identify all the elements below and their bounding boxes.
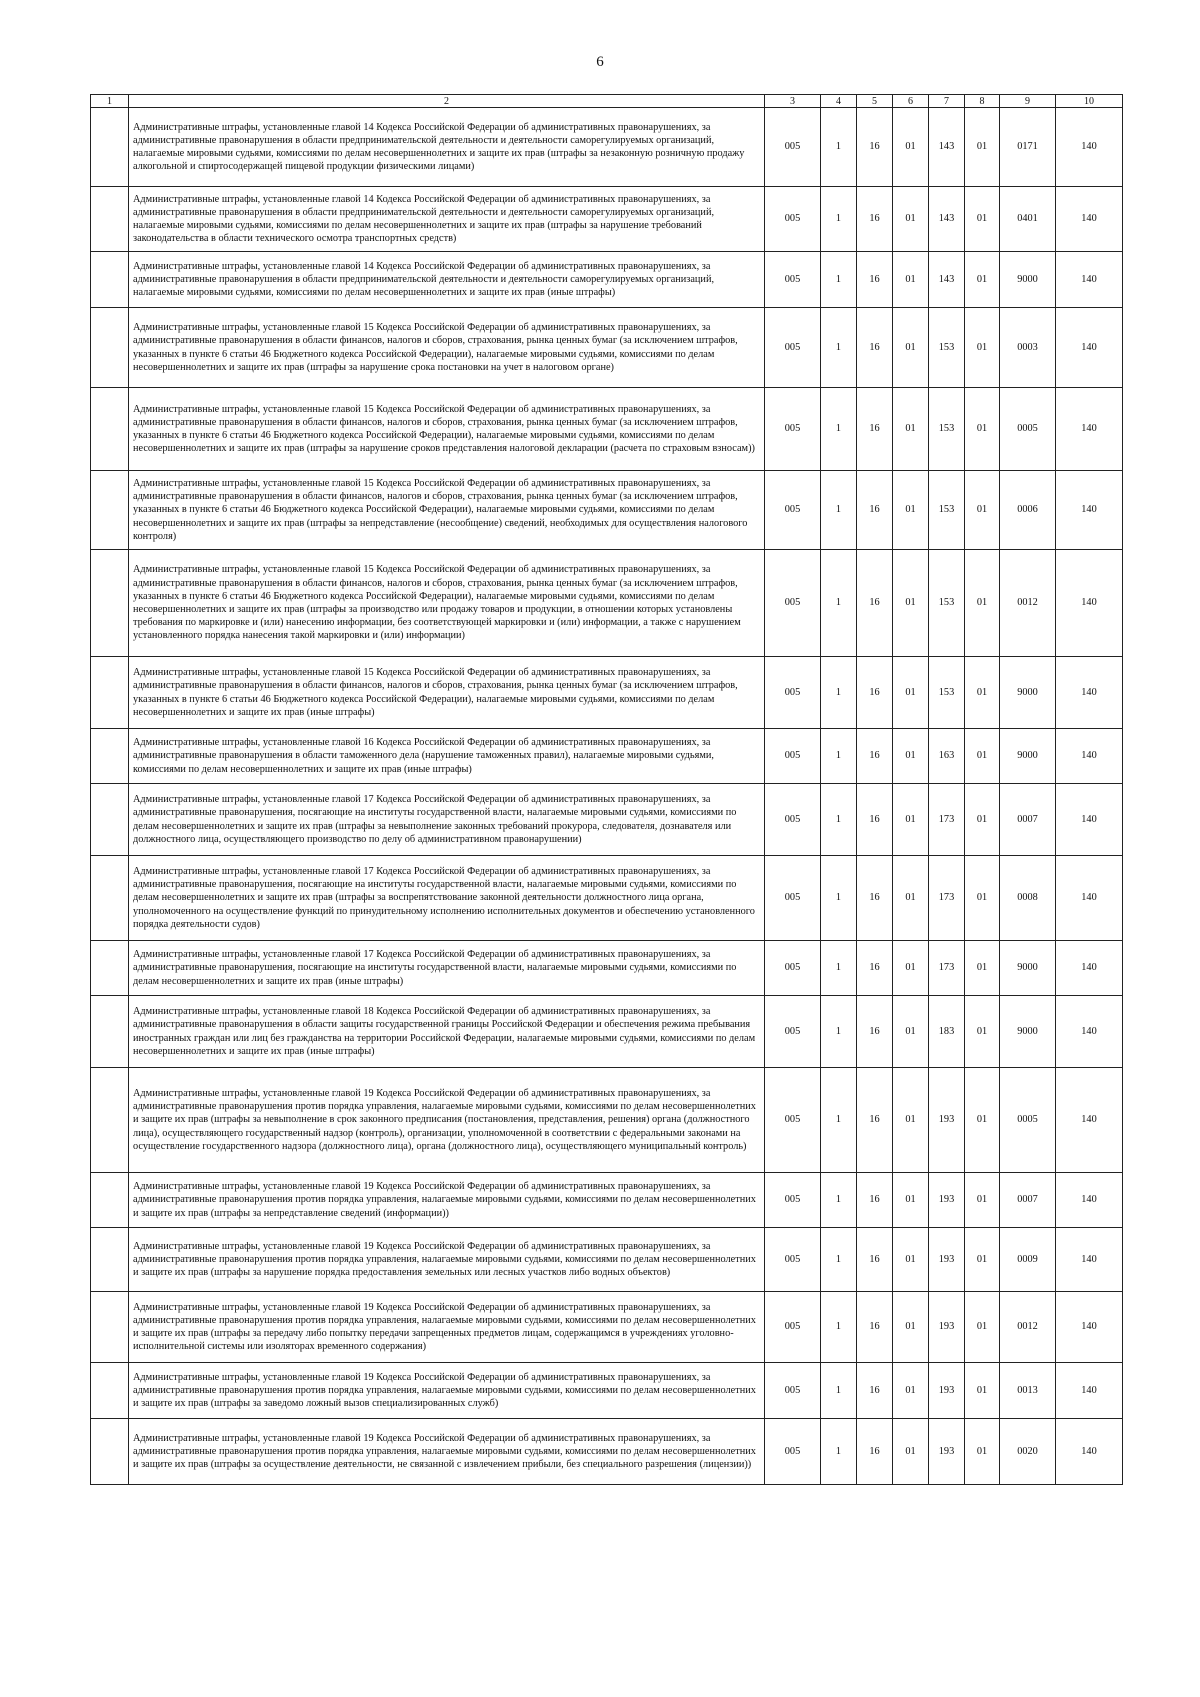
code-cell-c4: 1 [821,388,857,471]
code-cell-c5: 16 [857,550,893,657]
code-cell-c6: 01 [893,1228,929,1292]
code-cell-c9: 0006 [1000,471,1056,550]
code-cell-c7: 153 [929,657,965,729]
code-cell-c8: 01 [965,996,1000,1068]
income-description-cell: Административные штрафы, установленные главой 17 Кодекса Российской Федерации об административных правонарушениях, за административные правонарушения, посягающие на институты государственной власти, налагаемые мировыми судьями, комиссиями по делам несовершеннолетних и защите их прав (иные штрафы) [129,941,765,996]
code-cell-c10: 140 [1056,471,1123,550]
code-cell-c10: 140 [1056,108,1123,187]
code-cell-c10: 140 [1056,1292,1123,1363]
table-row [91,941,1123,996]
code-cell-c5: 16 [857,1068,893,1173]
column-header: 3 [765,95,821,108]
column-number-header-row [91,95,1123,108]
column-header: 8 [965,95,1000,108]
code-cell-c9: 0007 [1000,784,1056,856]
code-cell-c9: 0012 [1000,550,1056,657]
code-cell-c9: 9000 [1000,996,1056,1068]
code-cell-c4: 1 [821,252,857,308]
code-cell-c10: 140 [1056,941,1123,996]
code-cell-c3: 005 [765,1363,821,1419]
code-cell-c3: 005 [765,187,821,252]
code-cell-c4: 1 [821,1228,857,1292]
code-cell-c4: 1 [821,1292,857,1363]
table-row [91,187,1123,252]
income-description-cell: Административные штрафы, установленные главой 15 Кодекса Российской Федерации об административных правонарушениях, за административные правонарушения в области финансов, налогов и сборов, страхования, рынка ценных бумаг (за исключением штрафов, указанных в пункте 6 статьи 46 Бюджетного кодекса Российской Федерации), налагаемые мировыми судьями, комиссиями по делам несовершеннолетних и защите их прав (штрафы за производство или продажу товаров и продукции, в отношении которых установлены требования по маркировке и (или) нанесению информации, без соответствующей маркировки и (или) информации, а также с нарушением установленного порядка нанесения такой маркировки и (или) информации) [129,550,765,657]
code-cell-c7: 193 [929,1292,965,1363]
code-cell-c9: 0012 [1000,1292,1056,1363]
table-row [91,856,1123,941]
row-number-cell [91,308,129,388]
table-row [91,784,1123,856]
code-cell-c7: 153 [929,308,965,388]
code-cell-c4: 1 [821,1068,857,1173]
code-cell-c3: 005 [765,657,821,729]
row-number-cell [91,1419,129,1485]
code-cell-c7: 143 [929,108,965,187]
code-cell-c4: 1 [821,996,857,1068]
code-cell-c8: 01 [965,388,1000,471]
income-description-cell: Административные штрафы, установленные главой 19 Кодекса Российской Федерации об административных правонарушениях, за административные правонарушения против порядка управления, налагаемые мировыми судьями, комиссиями по делам несовершеннолетних и защите их прав (штрафы за нарушение порядка предоставления земельных или лесных участков либо водных объектов) [129,1228,765,1292]
code-cell-c8: 01 [965,1292,1000,1363]
code-cell-c8: 01 [965,784,1000,856]
code-cell-c8: 01 [965,1228,1000,1292]
code-cell-c3: 005 [765,784,821,856]
table-row [91,550,1123,657]
code-cell-c3: 005 [765,108,821,187]
code-cell-c9: 9000 [1000,252,1056,308]
code-cell-c5: 16 [857,729,893,784]
table-row [91,657,1123,729]
code-cell-c6: 01 [893,941,929,996]
code-cell-c10: 140 [1056,187,1123,252]
code-cell-c9: 0401 [1000,187,1056,252]
row-number-cell [91,729,129,784]
code-cell-c3: 005 [765,1173,821,1228]
row-number-cell [91,784,129,856]
table-row [91,996,1123,1068]
row-number-cell [91,657,129,729]
code-cell-c3: 005 [765,550,821,657]
income-description-cell: Административные штрафы, установленные главой 19 Кодекса Российской Федерации об административных правонарушениях, за административные правонарушения против порядка управления, налагаемые мировыми судьями, комиссиями по делам несовершеннолетних и защите их прав (штрафы за передачу либо попытку передачи запрещенных предметов лицам, содержащимся в учреждениях уголовно-исполнительной системы или изоляторах временного содержания) [129,1292,765,1363]
code-cell-c5: 16 [857,1419,893,1485]
table-row [91,308,1123,388]
code-cell-c5: 16 [857,108,893,187]
code-cell-c7: 173 [929,856,965,941]
table-row [91,388,1123,471]
code-cell-c10: 140 [1056,388,1123,471]
code-cell-c7: 153 [929,550,965,657]
table-row [91,1173,1123,1228]
code-cell-c7: 153 [929,471,965,550]
code-cell-c9: 0008 [1000,856,1056,941]
row-number-cell [91,388,129,471]
code-cell-c8: 01 [965,308,1000,388]
code-cell-c4: 1 [821,784,857,856]
code-cell-c5: 16 [857,187,893,252]
row-number-cell [91,108,129,187]
code-cell-c9: 0007 [1000,1173,1056,1228]
table-row [91,471,1123,550]
code-cell-c4: 1 [821,1173,857,1228]
code-cell-c7: 173 [929,941,965,996]
code-cell-c9: 9000 [1000,729,1056,784]
code-cell-c6: 01 [893,187,929,252]
code-cell-c5: 16 [857,941,893,996]
income-description-cell: Административные штрафы, установленные главой 17 Кодекса Российской Федерации об административных правонарушениях, за административные правонарушения, посягающие на институты государственной власти, налагаемые мировыми судьями, комиссиями по делам несовершеннолетних и защите их прав (штрафы за невыполнение законных требований прокурора, следователя, дознавателя или должностного лица, осуществляющего производство по делу об административном правонарушении) [129,784,765,856]
code-cell-c8: 01 [965,729,1000,784]
row-number-cell [91,252,129,308]
income-description-cell: Административные штрафы, установленные главой 18 Кодекса Российской Федерации об административных правонарушениях, за административные правонарушения в области защиты государственной границы Российской Федерации и обеспечения режима пребывания иностранных граждан или лиц без гражданства на территории Российской Федерации, налагаемые мировыми судьями, комиссиями по делам несовершеннолетних и защите их прав (иные штрафы) [129,996,765,1068]
code-cell-c10: 140 [1056,1419,1123,1485]
table-row [91,729,1123,784]
code-cell-c10: 140 [1056,1068,1123,1173]
income-description-cell: Административные штрафы, установленные главой 14 Кодекса Российской Федерации об административных правонарушениях, за административные правонарушения в области предпринимательской деятельности и деятельности саморегулируемых организаций, налагаемые мировыми судьями, комиссиями по делам несовершеннолетних и защите их прав (штрафы за нарушение требований законодательства в области технического осмотра транспортных средств) [129,187,765,252]
row-number-cell [91,1068,129,1173]
code-cell-c6: 01 [893,1363,929,1419]
code-cell-c6: 01 [893,856,929,941]
code-cell-c3: 005 [765,729,821,784]
code-cell-c9: 0171 [1000,108,1056,187]
code-cell-c8: 01 [965,1173,1000,1228]
code-cell-c10: 140 [1056,729,1123,784]
income-description-cell: Административные штрафы, установленные главой 16 Кодекса Российской Федерации об административных правонарушениях, за административные правонарушения в области таможенного дела (нарушение таможенных правил), налагаемые мировыми судьями, комиссиями по делам несовершеннолетних и защите их прав (иные штрафы) [129,729,765,784]
code-cell-c6: 01 [893,996,929,1068]
code-cell-c6: 01 [893,657,929,729]
code-cell-c6: 01 [893,308,929,388]
code-cell-c10: 140 [1056,1363,1123,1419]
income-description-cell: Административные штрафы, установленные главой 15 Кодекса Российской Федерации об административных правонарушениях, за административные правонарушения в области финансов, налогов и сборов, страхования, рынка ценных бумаг (за исключением штрафов, указанных в пункте 6 статьи 46 Бюджетного кодекса Российской Федерации), налагаемые мировыми судьями, комиссиями по делам несовершеннолетних и защите их прав (иные штрафы) [129,657,765,729]
code-cell-c5: 16 [857,471,893,550]
code-cell-c8: 01 [965,252,1000,308]
code-cell-c10: 140 [1056,1173,1123,1228]
income-description-cell: Административные штрафы, установленные главой 14 Кодекса Российской Федерации об административных правонарушениях, за административные правонарушения в области предпринимательской деятельности и деятельности саморегулируемых организаций, налагаемые мировыми судьями, комиссиями по делам несовершеннолетних и защите их прав (штрафы за незаконную розничную продажу алкогольной и спиртосодержащей пищевой продукции физическими лицами) [129,108,765,187]
income-description-cell: Административные штрафы, установленные главой 19 Кодекса Российской Федерации об административных правонарушениях, за административные правонарушения против порядка управления, налагаемые мировыми судьями, комиссиями по делам несовершеннолетних и защите их прав (штрафы за осуществление деятельности, не связанной с извлечением прибыли, без специального разрешения (лицензии)) [129,1419,765,1485]
column-header: 2 [129,95,765,108]
code-cell-c5: 16 [857,1292,893,1363]
code-cell-c10: 140 [1056,784,1123,856]
table-row [91,1363,1123,1419]
column-header: 4 [821,95,857,108]
code-cell-c7: 193 [929,1228,965,1292]
code-cell-c5: 16 [857,784,893,856]
code-cell-c3: 005 [765,941,821,996]
code-cell-c6: 01 [893,550,929,657]
code-cell-c6: 01 [893,388,929,471]
income-description-cell: Административные штрафы, установленные главой 15 Кодекса Российской Федерации об административных правонарушениях, за административные правонарушения в области финансов, налогов и сборов, страхования, рынка ценных бумаг (за исключением штрафов, указанных в пункте 6 статьи 46 Бюджетного кодекса Российской Федерации), налагаемые мировыми судьями, комиссиями по делам несовершеннолетних и защите их прав (штрафы за нарушение сроков представления налоговой декларации (расчета по страховым взносам)) [129,388,765,471]
code-cell-c5: 16 [857,1173,893,1228]
code-cell-c3: 005 [765,308,821,388]
code-cell-c5: 16 [857,856,893,941]
code-cell-c3: 005 [765,856,821,941]
income-description-cell: Административные штрафы, установленные главой 19 Кодекса Российской Федерации об административных правонарушениях, за административные правонарушения против порядка управления, налагаемые мировыми судьями, комиссиями по делам несовершеннолетних и защите их прав (штрафы за непредставление сведений (информации)) [129,1173,765,1228]
code-cell-c8: 01 [965,1363,1000,1419]
code-cell-c7: 143 [929,252,965,308]
code-cell-c4: 1 [821,471,857,550]
code-cell-c3: 005 [765,1228,821,1292]
code-cell-c8: 01 [965,550,1000,657]
code-cell-c10: 140 [1056,550,1123,657]
column-header: 9 [1000,95,1056,108]
income-description-cell: Административные штрафы, установленные главой 19 Кодекса Российской Федерации об административных правонарушениях, за административные правонарушения против порядка управления, налагаемые мировыми судьями, комиссиями по делам несовершеннолетних и защите их прав (штрафы за невыполнение в срок законного предписания (постановления, представления, решения) органа (должностного лица), осуществляющего государственный надзор (контроль), организации, уполномоченной в соответствии с федеральными законами на осуществление государственного надзора (должностного лица), органа (должностного лица), осуществляющего муниципальный контроль) [129,1068,765,1173]
code-cell-c6: 01 [893,108,929,187]
code-cell-c8: 01 [965,187,1000,252]
code-cell-c7: 153 [929,388,965,471]
row-number-cell [91,550,129,657]
code-cell-c9: 0013 [1000,1363,1056,1419]
table-row [91,1068,1123,1173]
code-cell-c7: 193 [929,1068,965,1173]
code-cell-c3: 005 [765,1068,821,1173]
code-cell-c4: 1 [821,187,857,252]
table-row [91,108,1123,187]
code-cell-c7: 193 [929,1419,965,1485]
table-row [91,1228,1123,1292]
row-number-cell [91,1228,129,1292]
code-cell-c10: 140 [1056,996,1123,1068]
income-description-cell: Административные штрафы, установленные главой 15 Кодекса Российской Федерации об административных правонарушениях, за административные правонарушения в области финансов, налогов и сборов, страхования, рынка ценных бумаг (за исключением штрафов, указанных в пункте 6 статьи 46 Бюджетного кодекса Российской Федерации), налагаемые мировыми судьями, комиссиями по делам несовершеннолетних и защите их прав (штрафы за непредставление (несообщение) сведений, необходимых для осуществления налогового контроля) [129,471,765,550]
budget-classification-table [90,94,1123,1485]
code-cell-c6: 01 [893,252,929,308]
code-cell-c8: 01 [965,1068,1000,1173]
code-cell-c10: 140 [1056,657,1123,729]
code-cell-c10: 140 [1056,308,1123,388]
table-body [91,108,1123,1485]
code-cell-c7: 173 [929,784,965,856]
code-cell-c6: 01 [893,784,929,856]
row-number-cell [91,941,129,996]
code-cell-c8: 01 [965,941,1000,996]
code-cell-c6: 01 [893,471,929,550]
code-cell-c8: 01 [965,471,1000,550]
income-description-cell: Административные штрафы, установленные главой 15 Кодекса Российской Федерации об административных правонарушениях, за административные правонарушения в области финансов, налогов и сборов, страхования, рынка ценных бумаг (за исключением штрафов, указанных в пункте 6 статьи 46 Бюджетного кодекса Российской Федерации), налагаемые мировыми судьями, комиссиями по делам несовершеннолетних и защите их прав (штрафы за нарушение срока постановки на учет в налоговом органе) [129,308,765,388]
income-description-cell: Административные штрафы, установленные главой 19 Кодекса Российской Федерации об административных правонарушениях, за административные правонарушения против порядка управления, налагаемые мировыми судьями, комиссиями по делам несовершеннолетних и защите их прав (штрафы за заведомо ложный вызов специализированных служб) [129,1363,765,1419]
code-cell-c4: 1 [821,550,857,657]
row-number-cell [91,1292,129,1363]
column-header: 6 [893,95,929,108]
code-cell-c4: 1 [821,308,857,388]
code-cell-c3: 005 [765,996,821,1068]
code-cell-c6: 01 [893,1173,929,1228]
code-cell-c7: 143 [929,187,965,252]
code-cell-c4: 1 [821,1419,857,1485]
code-cell-c9: 9000 [1000,657,1056,729]
code-cell-c7: 183 [929,996,965,1068]
code-cell-c8: 01 [965,1419,1000,1485]
page-number: 6 [596,54,604,70]
code-cell-c8: 01 [965,856,1000,941]
column-header: 10 [1056,95,1123,108]
table-row [91,252,1123,308]
row-number-cell [91,996,129,1068]
code-cell-c9: 0009 [1000,1228,1056,1292]
table-row [91,1419,1123,1485]
row-number-cell [91,471,129,550]
row-number-cell [91,856,129,941]
code-cell-c5: 16 [857,657,893,729]
code-cell-c9: 0005 [1000,1068,1056,1173]
table-row [91,1292,1123,1363]
code-cell-c7: 193 [929,1173,965,1228]
code-cell-c3: 005 [765,1292,821,1363]
code-cell-c6: 01 [893,729,929,784]
code-cell-c7: 193 [929,1363,965,1419]
code-cell-c3: 005 [765,471,821,550]
code-cell-c7: 163 [929,729,965,784]
code-cell-c9: 9000 [1000,941,1056,996]
row-number-cell [91,187,129,252]
income-description-cell: Административные штрафы, установленные главой 17 Кодекса Российской Федерации об административных правонарушениях, за административные правонарушения, посягающие на институты государственной власти, налагаемые мировыми судьями, комиссиями по делам несовершеннолетних и защите их прав (штрафы за воспрепятствование законной деятельности должностного лица органа, уполномоченного на осуществление функций по принудительному исполнению исполнительных документов и обеспечению установленного порядка деятельности судов) [129,856,765,941]
code-cell-c10: 140 [1056,1228,1123,1292]
code-cell-c4: 1 [821,729,857,784]
income-description-cell: Административные штрафы, установленные главой 14 Кодекса Российской Федерации об административных правонарушениях, за административные правонарушения в области предпринимательской деятельности и деятельности саморегулируемых организаций, налагаемые мировыми судьями, комиссиями по делам несовершеннолетних и защите их прав (иные штрафы) [129,252,765,308]
code-cell-c5: 16 [857,1228,893,1292]
code-cell-c5: 16 [857,388,893,471]
code-cell-c3: 005 [765,252,821,308]
column-header: 5 [857,95,893,108]
column-header: 1 [91,95,129,108]
code-cell-c5: 16 [857,1363,893,1419]
code-cell-c5: 16 [857,252,893,308]
code-cell-c3: 005 [765,388,821,471]
code-cell-c6: 01 [893,1292,929,1363]
code-cell-c10: 140 [1056,856,1123,941]
code-cell-c6: 01 [893,1068,929,1173]
code-cell-c5: 16 [857,308,893,388]
code-cell-c9: 0020 [1000,1419,1056,1485]
code-cell-c9: 0005 [1000,388,1056,471]
code-cell-c10: 140 [1056,252,1123,308]
code-cell-c6: 01 [893,1419,929,1485]
row-number-cell [91,1363,129,1419]
code-cell-c4: 1 [821,108,857,187]
code-cell-c3: 005 [765,1419,821,1485]
column-header: 7 [929,95,965,108]
row-number-cell [91,1173,129,1228]
code-cell-c4: 1 [821,856,857,941]
code-cell-c9: 0003 [1000,308,1056,388]
code-cell-c5: 16 [857,996,893,1068]
code-cell-c8: 01 [965,657,1000,729]
code-cell-c8: 01 [965,108,1000,187]
code-cell-c4: 1 [821,657,857,729]
code-cell-c4: 1 [821,1363,857,1419]
code-cell-c4: 1 [821,941,857,996]
